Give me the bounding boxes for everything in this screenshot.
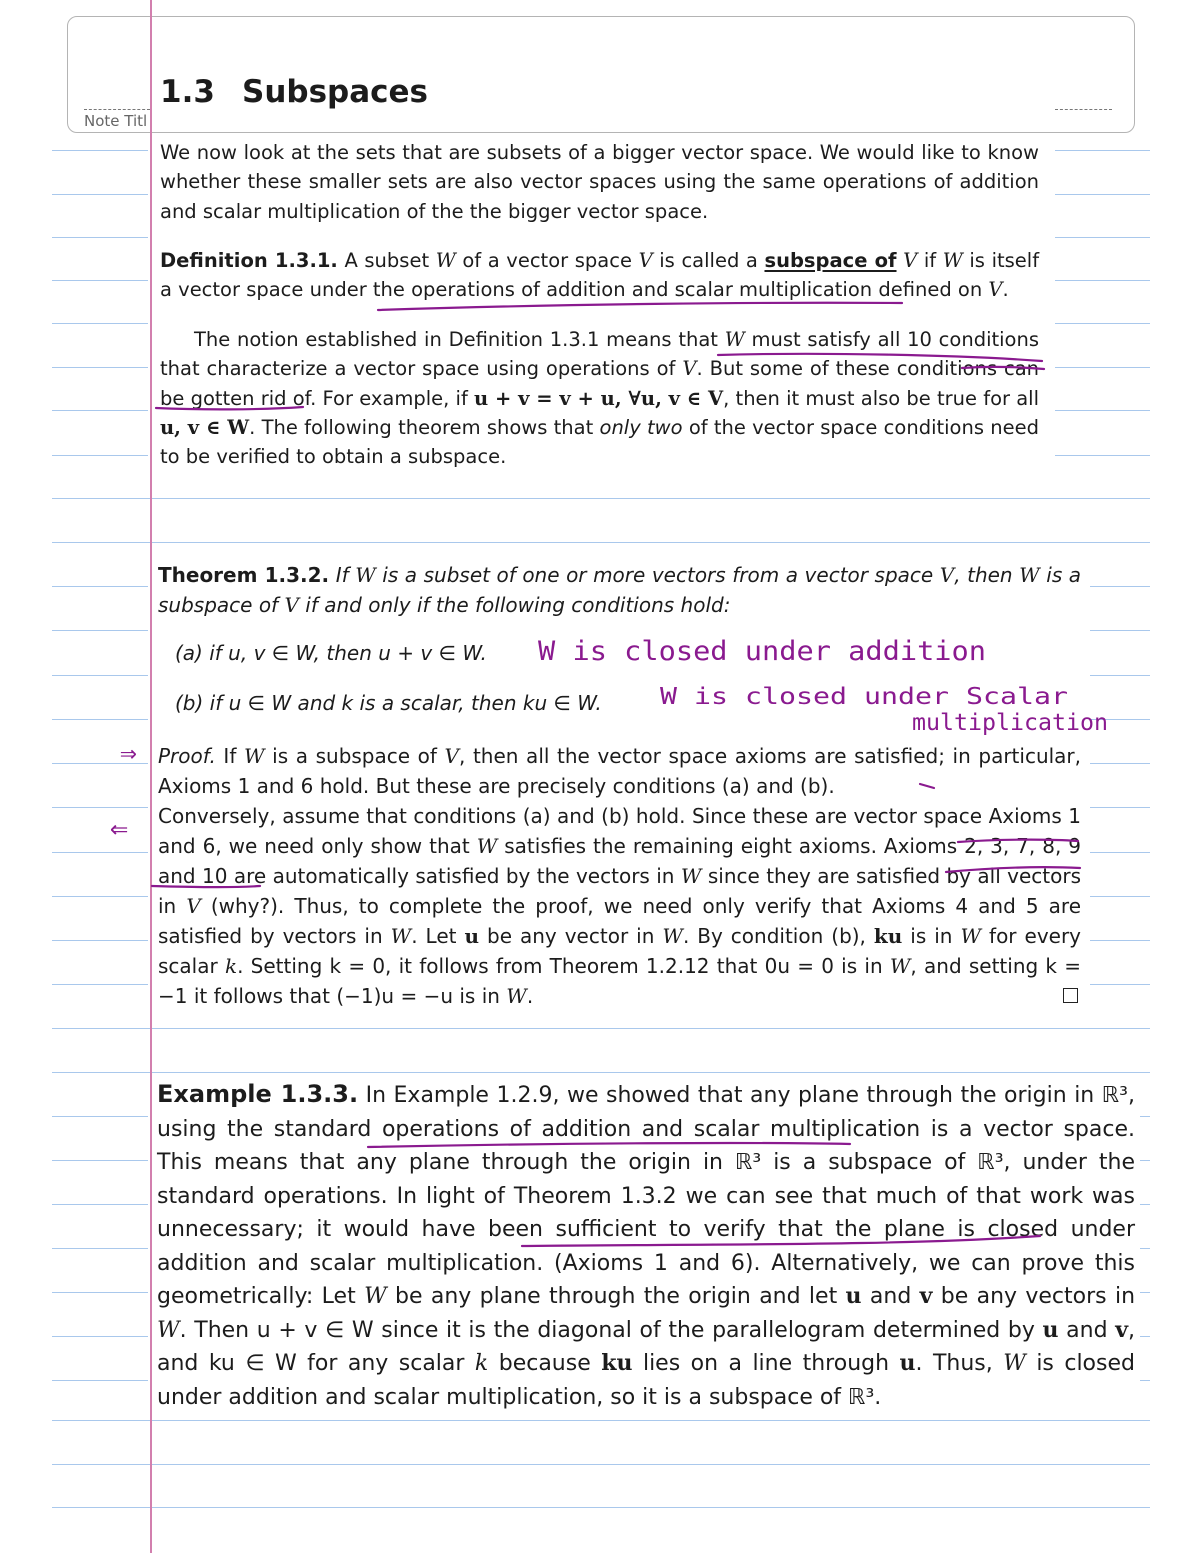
definition-term: subspace of [764,249,897,272]
ink-arrow-forward: ⇒ [120,736,137,769]
theorem-statement: Theorem 1.3.2. If W is a subset of one or more vectors from a vector space V, then W is a subspace of V if and only if the following conditions hold: [158,563,1082,617]
margin-line [150,0,152,1553]
ink-arrow-back: ⇐ [110,811,129,846]
note-title-underline [84,109,150,110]
proof-paragraph-2: Conversely, assume that conditions (a) and (b) hold. Since these are vector space Axioms 1 and 6, we need only show that W satisfies the remaining eight axioms. Axioms 2, 3, 7, 8, 9 and 10 are automatically satisfied by the vectors in W since they are satisfied by all vectors in V (why?). Thus, to complete the proof, we need only verify that Axioms 4 and 5 are satisfied by vectors in W. Let u be any vector in W. By condition (b), ku is in W for every scalar k. Setting k = 0, it follows from Theorem 1.2.12 that 0u = 0 is in W, and setting k = −1 it follows that (−1)u = −u is in W. [158,804,1082,1008]
section-title-text: Subspaces [242,74,428,110]
ink-note-closed-addition: W is closed under addition [538,636,986,667]
definition-paragraph: Definition 1.3.1. A subset W of a vector space V is called a subspace of V if W is itself a vector space under the operations of addition and scalar multiplication defined on V. [160,249,1040,302]
theorem-condition-a: (a) if u, v ∈ W, then u + v ∈ W. [175,641,487,665]
notion-paragraph: The notion established in Definition 1.3.1 means that W must satisfy all 10 conditions that characterize a vector space using operations of V. But some of these conditions can be gotten rid of. For example, if u + v = v + u, ∀u, v ∈ V, then it must also be true for all u, v ∈ W. The following theorem shows that only two of the vector space conditions need to be verified to obtain a subspace. [160,328,1040,469]
theorem-label: Theorem 1.3.2. [158,563,330,587]
intro-paragraph: We now look at the sets that are subsets of a bigger vector space. We would like to know whether these smaller sets are also vector spaces using the same operations of addition and scalar multiplication of the the bigger vector space. [160,141,1039,223]
proof-paragraph-1: Proof. If W is a subspace of V, then all the vector space axioms are satisfied; in particular, Axioms 1 and 6 hold. But these are precisely conditions (a) and (b). [158,744,1082,798]
theorem-condition-b: (b) if u ∈ W and k is a scalar, then ku ∈ W. [175,691,602,715]
qed-box [1063,988,1078,1003]
example-paragraph: Example 1.3.3. In Example 1.2.9, we showed that any plane through the origin in ℝ³, using the standard operations of addition and scalar multiplication is a vector space. This means that any plane through the origin in ℝ³ is a subspace of ℝ³, under the standard operations. In light of Theorem 1.3.2 we can see that much of that work was unnecessary; it would have been sufficient to verify that the plane is closed under addition and scalar multiplication. (Axioms 1 and 6). Alternatively, we can prove this geometrically: Let W be any plane through the origin and let u and v be any vectors in W. Then u + v ∈ W since it is the diagonal of the parallelogram determined by u and v, and ku ∈ W for any scalar k because ku lies on a line through u. Thus, W is closed under addition and scalar multiplication, so it is a subspace of ℝ³. [157,1080,1136,1410]
example-label: Example 1.3.3. [157,1080,359,1108]
section-number: 1.3 [160,74,215,110]
note-title-label: Note Titl [84,112,148,130]
section-title [160,74,428,110]
ink-note-closed-scalar: W is closed under Scalar [660,684,1068,710]
ink-note-multiplication: multiplication [912,710,1108,736]
definition-label: Definition 1.3.1. [160,249,338,272]
note-title-underline-right [1055,109,1112,110]
proof-label: Proof. [158,744,216,768]
